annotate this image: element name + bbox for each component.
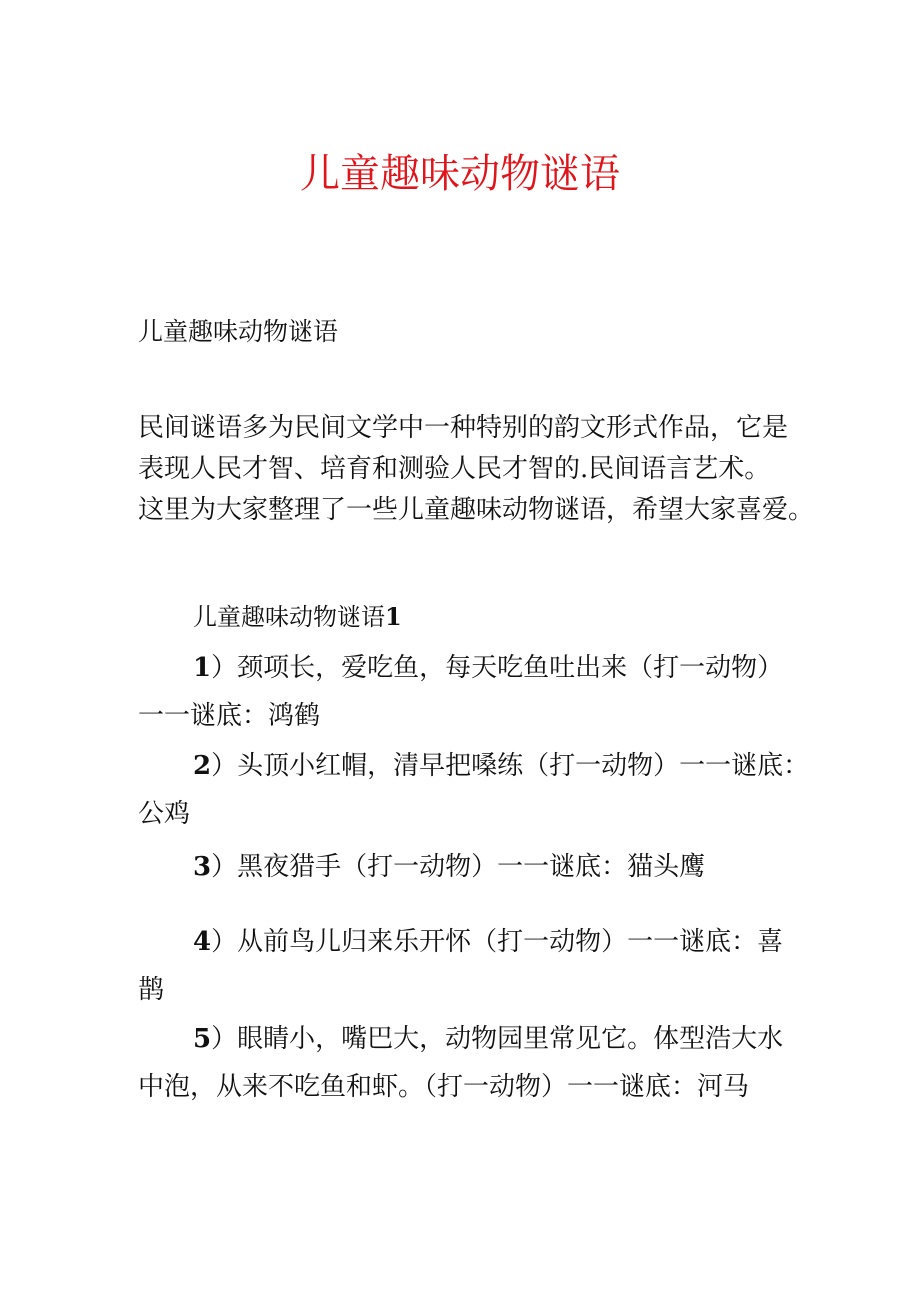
document-subtitle: 儿童趣味动物谜语: [138, 317, 339, 346]
document-title: 儿童趣味动物谜语: [300, 151, 620, 197]
riddle-item: [138, 742, 810, 838]
riddle-line: 公鸡: [138, 799, 191, 829]
riddle-item: [138, 918, 798, 1014]
riddle-line: [138, 644, 798, 692]
section-heading: [193, 600, 402, 634]
intro-paragraph: [138, 408, 838, 531]
intro-line: 这里为大家整理了一些儿童趣味动物谜语，希望大家喜爱。: [138, 495, 815, 525]
riddle-line: 一一谜底：鸿鹤: [138, 701, 321, 731]
riddle-line: 鹊: [138, 975, 165, 1005]
riddle-text: ）头顶小红帽，清早把嗓练（打一动物）一一谜底：: [211, 751, 810, 781]
riddle-index: 2: [193, 751, 212, 781]
riddle-index: 3: [193, 852, 212, 882]
intro-line: 表现人民才智、培育和测验人民才智的.民间语言艺术。: [138, 454, 771, 484]
riddle-line: [138, 1015, 798, 1063]
riddle-line: [138, 843, 798, 891]
riddle-index: 1: [193, 653, 212, 683]
riddle-text: ）从前鸟儿归来乐开怀（打一动物）一一谜底：喜: [211, 927, 784, 957]
riddle-text: ）颈项长，爱吃鱼，每天吃鱼吐出来（打一动物）: [211, 653, 784, 683]
riddle-text: ）黑夜猎手（打一动物）一一谜底：猫头鹰: [211, 852, 706, 882]
section-number: 1: [385, 602, 402, 631]
riddle-line: [138, 918, 798, 966]
intro-line: 民间谜语多为民间文学中一种特别的韵文形式作品，它是: [138, 413, 789, 443]
riddle-item: [138, 1015, 798, 1111]
riddle-line: [138, 742, 810, 790]
riddle-line: 中泡，从来不吃鱼和虾。（打一动物）一一谜底：河马: [138, 1072, 750, 1102]
riddle-text: ）眼睛小，嘴巴大，动物园里常见它。体型浩大水: [211, 1024, 784, 1054]
riddle-item: [138, 644, 798, 740]
riddle-item: [138, 843, 798, 891]
section-heading-text: 儿童趣味动物谜语: [193, 603, 385, 631]
riddle-index: 4: [193, 927, 212, 957]
riddle-index: 5: [193, 1024, 212, 1054]
